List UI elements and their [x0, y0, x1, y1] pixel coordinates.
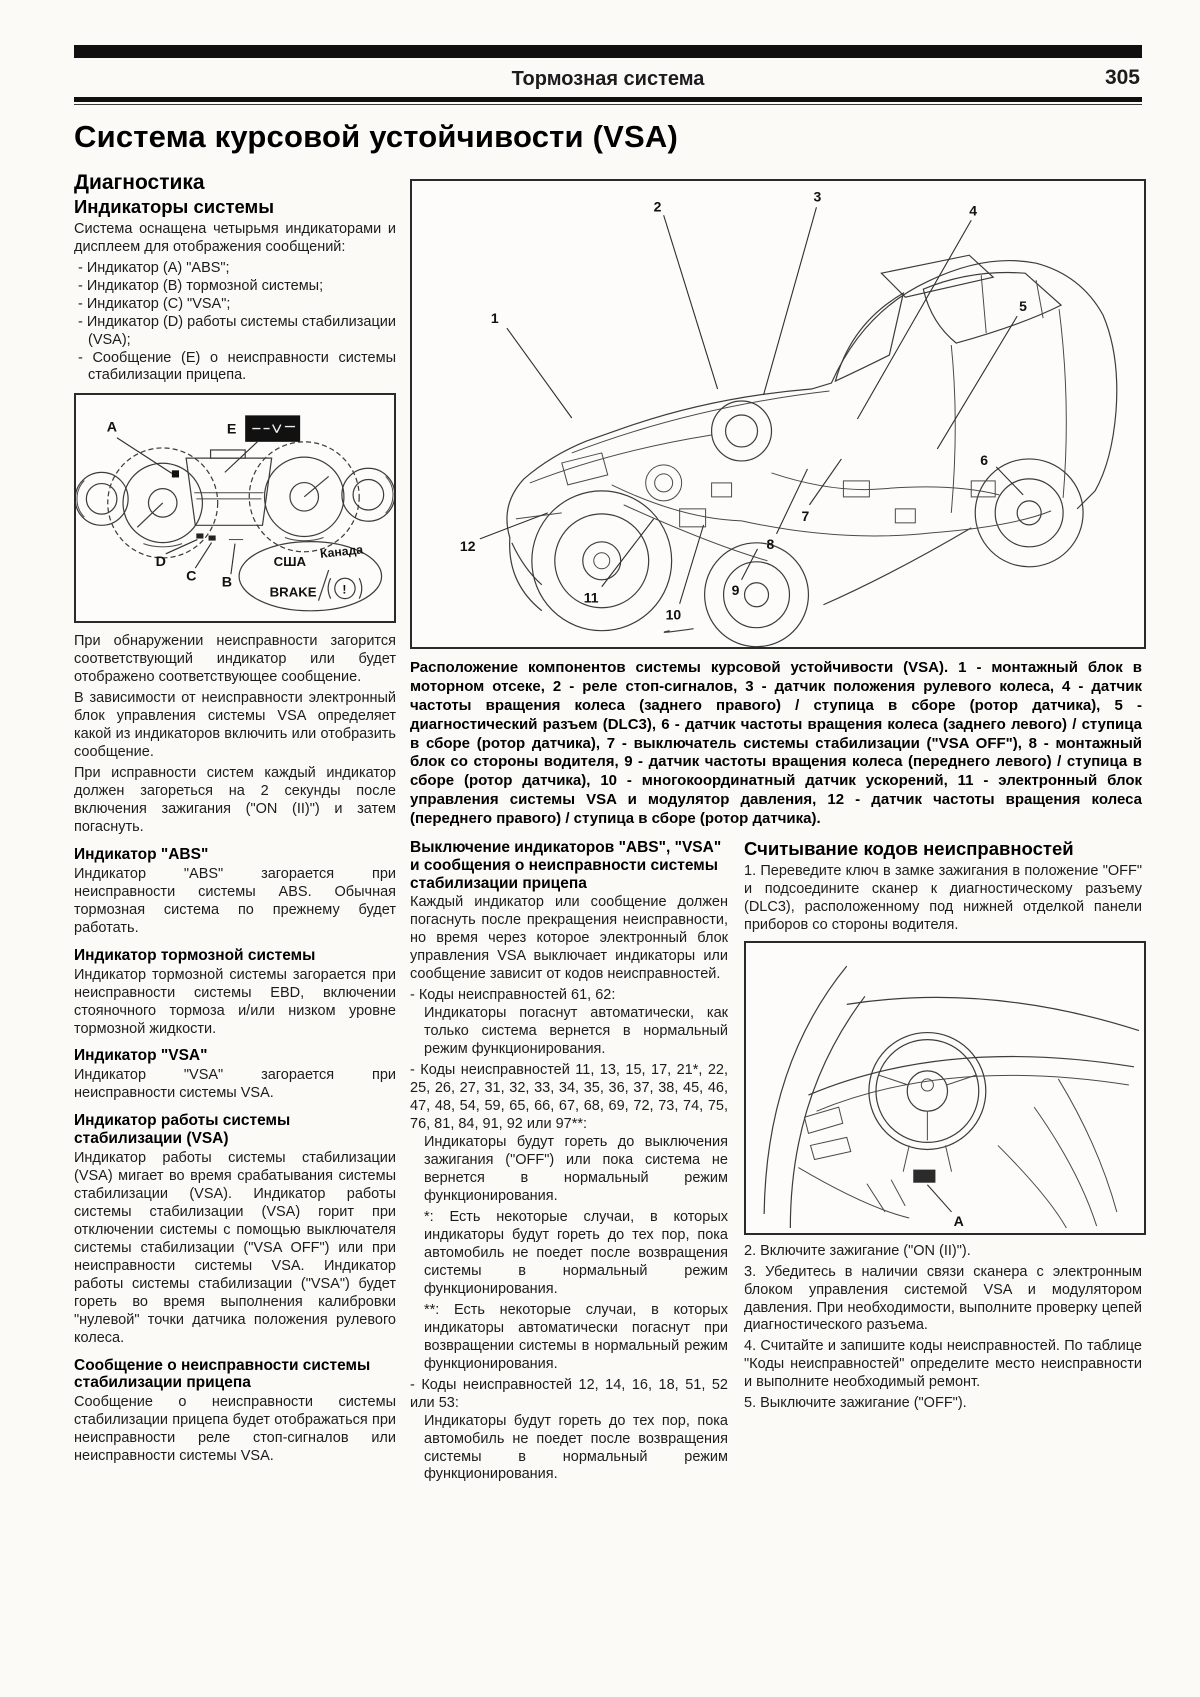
- heading-indicator-shutoff: Выключение индикаторов "ABS", "VSA" и сообщения о неисправности системы стабилизации прицепа: [410, 839, 722, 892]
- page-number: 305: [1104, 66, 1140, 89]
- callout-7: 7: [801, 507, 810, 524]
- heading-diagnostics: Диагностика: [74, 171, 205, 194]
- label-b: B: [221, 574, 233, 591]
- section-paragraph: Индикатор "VSA" загорается при неисправности системы VSA.: [74, 1067, 396, 1102]
- callout-9: 9: [731, 581, 740, 598]
- section-paragraph: Индикатор тормозной системы загорается при неисправности системы EBD, включении стояночного тормоза и/или низком уровне тормозной жидкости.: [74, 966, 396, 1037]
- section-paragraph: Сообщение о неисправности системы стабилизации прицепа будет отображаться при неисправности реле стоп-сигналов или неисправности системы VSA.: [74, 1394, 396, 1465]
- running-header: [74, 66, 1142, 97]
- section-heading: Индикатор тормозной системы: [74, 946, 316, 964]
- section-heading: Индикатор работы системы стабилизации (VSA): [74, 1112, 291, 1148]
- code-item-body: Индикаторы будут гореть до тех пор, пока автомобиль не поедет после возвращения системы в нормальный режим функционирования.: [424, 1412, 728, 1483]
- callout-10: 10: [665, 606, 682, 623]
- footnote: **: Есть некоторые случаи, в которых индикаторы автоматически погаснут при возвращении системы в нормальный режим функционирования.: [424, 1301, 728, 1372]
- brake-indicator-detail: [239, 542, 382, 611]
- tachometer-gauge: [108, 448, 218, 558]
- callout-11: 11: [583, 589, 599, 606]
- label-e: E: [226, 422, 237, 439]
- car-cutaway-drawing: [412, 181, 1144, 647]
- step-paragraph: 5. Выключите зажигание ("OFF").: [744, 1395, 967, 1412]
- section-paragraph: Индикатор работы системы стабилизации (VSA) мигает во время срабатывания системы стабилизации (VSA). Индикатор работы системы стабилизации (VSA) горит при отключении системы с помощью выключателя системы стабилизации ("VSA OFF") или при неисправности системы VSA. Индикатор работы системы стабилизации ("VSA") будет гореть во время выполнения калибровки "нулевой" точки датчика положения рулевого колеса.: [74, 1149, 396, 1346]
- right-region: [410, 171, 1142, 1487]
- callout-6: 6: [980, 451, 989, 468]
- label-a-dlc3: A: [953, 1212, 964, 1229]
- code-item-body: Индикаторы будут гореть до выключения зажигания ("OFF") или пока система не вернется в нормальный режим функционирования.: [424, 1134, 728, 1204]
- heading-reading-codes: Считывание кодов неисправностей: [744, 838, 1074, 860]
- callout-12: 12: [459, 537, 476, 554]
- dlc3-connector: [913, 1169, 935, 1182]
- instrument-cluster-drawing: [76, 395, 394, 621]
- list-item: - Индикатор (A) "ABS";: [78, 259, 230, 276]
- left-small-gauge: [76, 473, 128, 526]
- abs-indicator-mark: [172, 471, 179, 478]
- dashboard-drawing: [746, 943, 1144, 1233]
- callout-5: 5: [1019, 298, 1027, 315]
- callout-3: 3: [813, 188, 822, 205]
- section-heading: Индикатор "ABS": [74, 846, 209, 864]
- right-small-gauge: [342, 469, 394, 522]
- code-item-head: - Коды неисправностей 61, 62:: [410, 987, 616, 1004]
- step-paragraph: 3. Убедитесь в наличии связи сканера с электронным блоком управления системой VSA и модулятором давления. При необходимости, выполните проверку цепей диагностического разъема.: [744, 1263, 1142, 1334]
- label-a: A: [106, 420, 118, 437]
- footnote: *: Есть некоторые случаи, в которых индикаторы будут гореть до тех пор, пока автомобиль не поедет после возвращения системы в нормальный режим функционирования.: [424, 1208, 728, 1297]
- engine-bay-components: [562, 401, 772, 527]
- front-right-wheel: [705, 543, 809, 647]
- header-rule-thin: [74, 104, 1142, 105]
- list-item: - Сообщение (E) о неисправности системы стабилизации прицепа.: [78, 349, 396, 384]
- list-item: - Индикатор (C) "VSA";: [78, 295, 231, 312]
- section-paragraph: Индикатор "ABS" загорается при неисправности системы ABS. Обычная тормозная система по прежнему будет работать.: [74, 865, 396, 936]
- callout-1: 1: [490, 310, 499, 327]
- top-black-bar: [74, 45, 1142, 58]
- list-item: - Индикатор (D) работы системы стабилизации (VSA);: [78, 313, 396, 348]
- middle-column: [410, 839, 728, 1487]
- figure-caption: Расположение компонентов системы курсовой устойчивости (VSA). 1 - монтажный блок в моторном отсеке, 2 - реле стоп-сигналов, 3 - датчик положения рулевого колеса, 4 - датчик частоты вращения колеса (заднего правого) / ступица в сборе (ротор датчика), 5 - диагностический разъем (DLC3), 6 - датчик частоты вращения колеса (заднего левого) / ступица в сборе (ротор датчика), 7 - выключатель системы стабилизации ("VSA OFF"), 8 - монтажный блок со стороны водителя, 9 - датчик частоты вращения колеса (переднего левого) / ступица в сборе (ротор датчика), 10 - многокоординатный датчик ускорений, 11 - электронный блок управления системы VSA и модулятор давления, 12 - датчик частоты вращения колеса (переднего правого) / ступица в сборе (ротор датчика).: [410, 659, 1142, 828]
- intro-paragraph: Система оснащена четырьмя индикаторами и дисплеем для отображения сообщений:: [74, 220, 396, 255]
- brake-text: BRAKE: [269, 585, 317, 601]
- brake-warning-icon: [328, 579, 362, 599]
- body-paragraph: В зависимости от неисправности электронный блок управления системы VSA определяет какой из индикаторов включить или отобразить сообщение.: [74, 690, 396, 761]
- callout-8: 8: [766, 535, 775, 552]
- code-item-head: - Коды неисправностей 12, 14, 16, 18, 51, 52 или 53:: [410, 1376, 728, 1411]
- step-paragraph: 1. Переведите ключ в замке зажигания в положение "OFF" и подсоедините сканер к диагностическому разъему (DLC3), расположенному под нижней отделкой панели приборов со стороны водителя.: [744, 862, 1142, 933]
- left-column: [74, 171, 396, 1469]
- svg-text:!: !: [342, 582, 347, 597]
- callout-4: 4: [969, 202, 978, 219]
- header-rule-thick: [74, 97, 1142, 102]
- chapter-title: Тормозная система: [511, 68, 705, 90]
- code-item-body: Индикаторы погаснут автоматически, как только система вернется в нормальный режим функционирования.: [424, 1005, 728, 1058]
- body-paragraph: Каждый индикатор или сообщение должен погаснуть после прекращения неисправности, но время через которое электронный блок управления VSA выключает индикаторы или сообщение зависит от кодов неисправностей.: [410, 894, 728, 983]
- steering-wheel: [869, 1032, 986, 1149]
- step-paragraph: 4. Считайте и запишите коды неисправностей. По таблице "Коды неисправностей" определите место неисправности и выполните необходимый ремонт.: [744, 1338, 1142, 1391]
- callout-numbers: [460, 188, 1027, 622]
- heading-system-indicators: Индикаторы системы: [74, 196, 275, 217]
- instrument-cluster-figure: [74, 393, 396, 623]
- front-left-wheel: [532, 491, 672, 631]
- page-title: Система курсовой устойчивости (VSA): [74, 119, 678, 154]
- callout-2: 2: [653, 198, 662, 215]
- code-item-head: - Коды неисправностей 11, 13, 15, 17, 21*, 22, 25, 26, 27, 31, 32, 33, 34, 35, 36, 37, 38, 45, 46, 47, 48, 54, 59, 65, 66, 67, 68, 69, 72, 73, 74, 75, 76, 81, 84, 91, 92 или 97**:: [410, 1062, 728, 1133]
- body-paragraph: При обнаружении неисправности загорится соответствующий индикатор или будет отображено соответствующее сообщение.: [74, 633, 396, 686]
- indicator-list: [74, 260, 396, 386]
- dlc3-location-figure: [744, 941, 1146, 1235]
- speedometer-gauge: [249, 442, 359, 552]
- label-usa: США: [273, 554, 307, 570]
- section-heading: Индикатор "VSA": [74, 1047, 208, 1065]
- section-heading: Сообщение о неисправности системы стабилизации прицепа: [74, 1356, 371, 1392]
- rear-wheel: [975, 459, 1083, 567]
- label-c: C: [186, 568, 197, 585]
- body-paragraph: При исправности систем каждый индикатор должен загореться на 2 секунды после включения зажигания ("ON (II)") и затем погаснуть.: [74, 765, 396, 836]
- label-d: D: [155, 554, 166, 571]
- vsa-components-figure: [410, 179, 1146, 649]
- label-canada: Канада: [319, 542, 364, 562]
- right-column: [744, 839, 1142, 1416]
- step-paragraph: 2. Включите зажигание ("ON (II)").: [744, 1242, 971, 1259]
- list-item: - Индикатор (B) тормозной системы;: [78, 277, 324, 294]
